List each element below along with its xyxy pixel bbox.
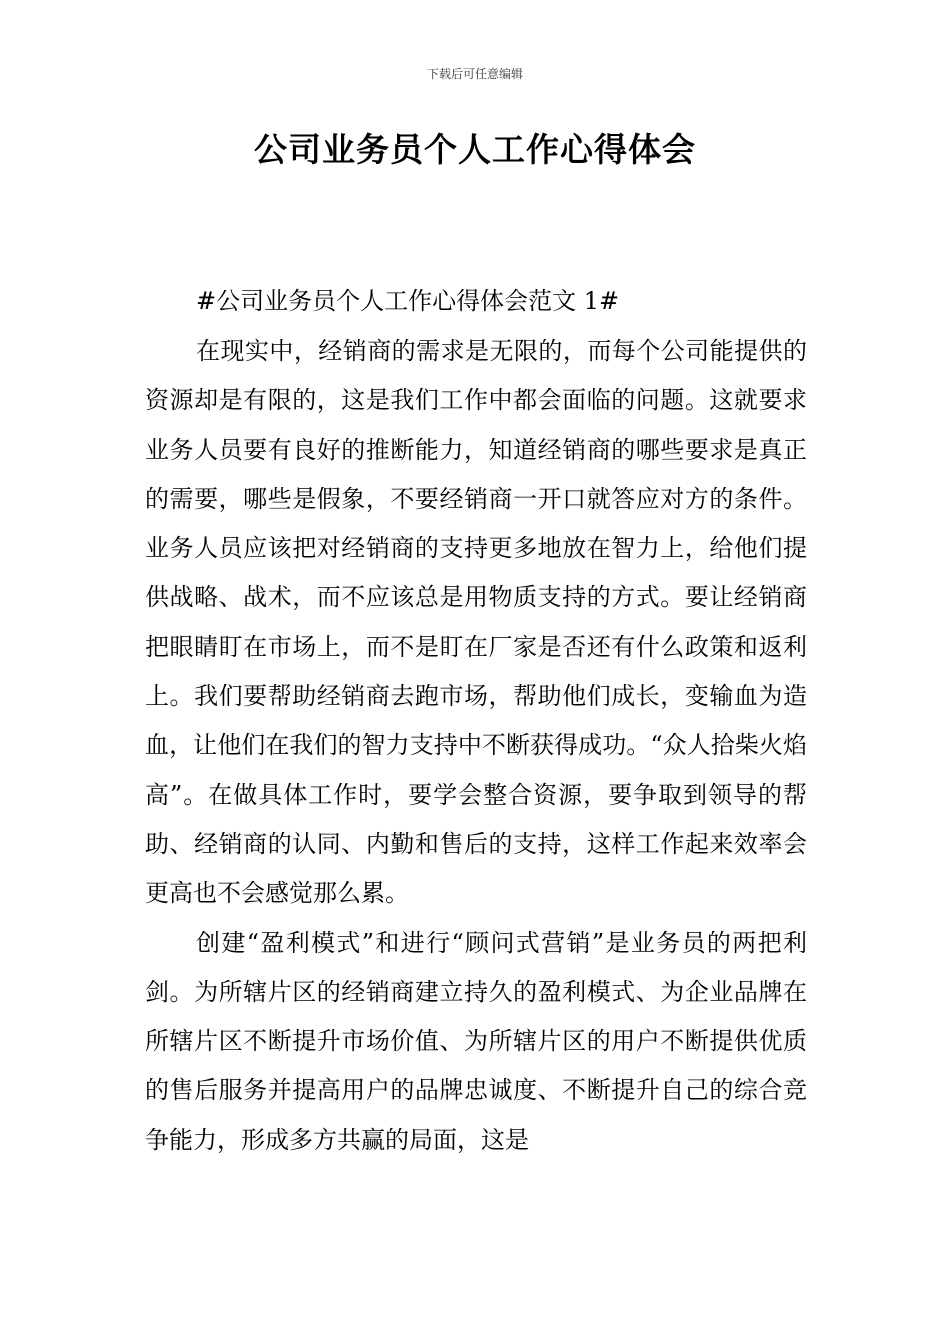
document-body xyxy=(145,277,807,1165)
section-heading: #公司业务员个人工作心得体会范文 1# xyxy=(196,287,620,315)
document-title: 公司业务员个人工作心得体会 xyxy=(254,130,696,169)
header-note: 下载后可任意编辑 xyxy=(426,67,523,81)
paragraph: 创建“盈利模式”和进行“顾问式营销”是业务员的两把利剑。为所辖片区的经销商建立持久的盈利模式、为企业品牌在所辖片区不断提升市场价值、为所辖片区的用户不断提供优质的售后服务并提高用户的品牌忠诚度、不断提升自己的综合竞争能力，形成多方共赢的局面，这是 xyxy=(145,928,807,1154)
paragraph: 在现实中，经销商的需求是无限的，而每个公司能提供的资源却是有限的，这是我们工作中都会面临的问题。这就要求业务人员要有良好的推断能力，知道经销商的哪些要求是真正的需要，哪些是假象，不要经销商一开口就答应对方的条件。业务人员应该把对经销商的支持更多地放在智力上，给他们提供战略、战术，而不应该总是用物质支持的方式。要让经销商把眼睛盯在市场上，而不是盯在厂家是否还有什么政策和返利上。我们要帮助经销商去跑市场，帮助他们成长，变输血为造血，让他们在我们的智力支持中不断获得成功。“众人拾柴火焰高”。在做具体工作时，要学会整合资源，要争取到领导的帮助、经销商的认同、内勤和售后的支持，这样工作起来效率会更高也不会感觉那么累。 xyxy=(145,337,807,908)
